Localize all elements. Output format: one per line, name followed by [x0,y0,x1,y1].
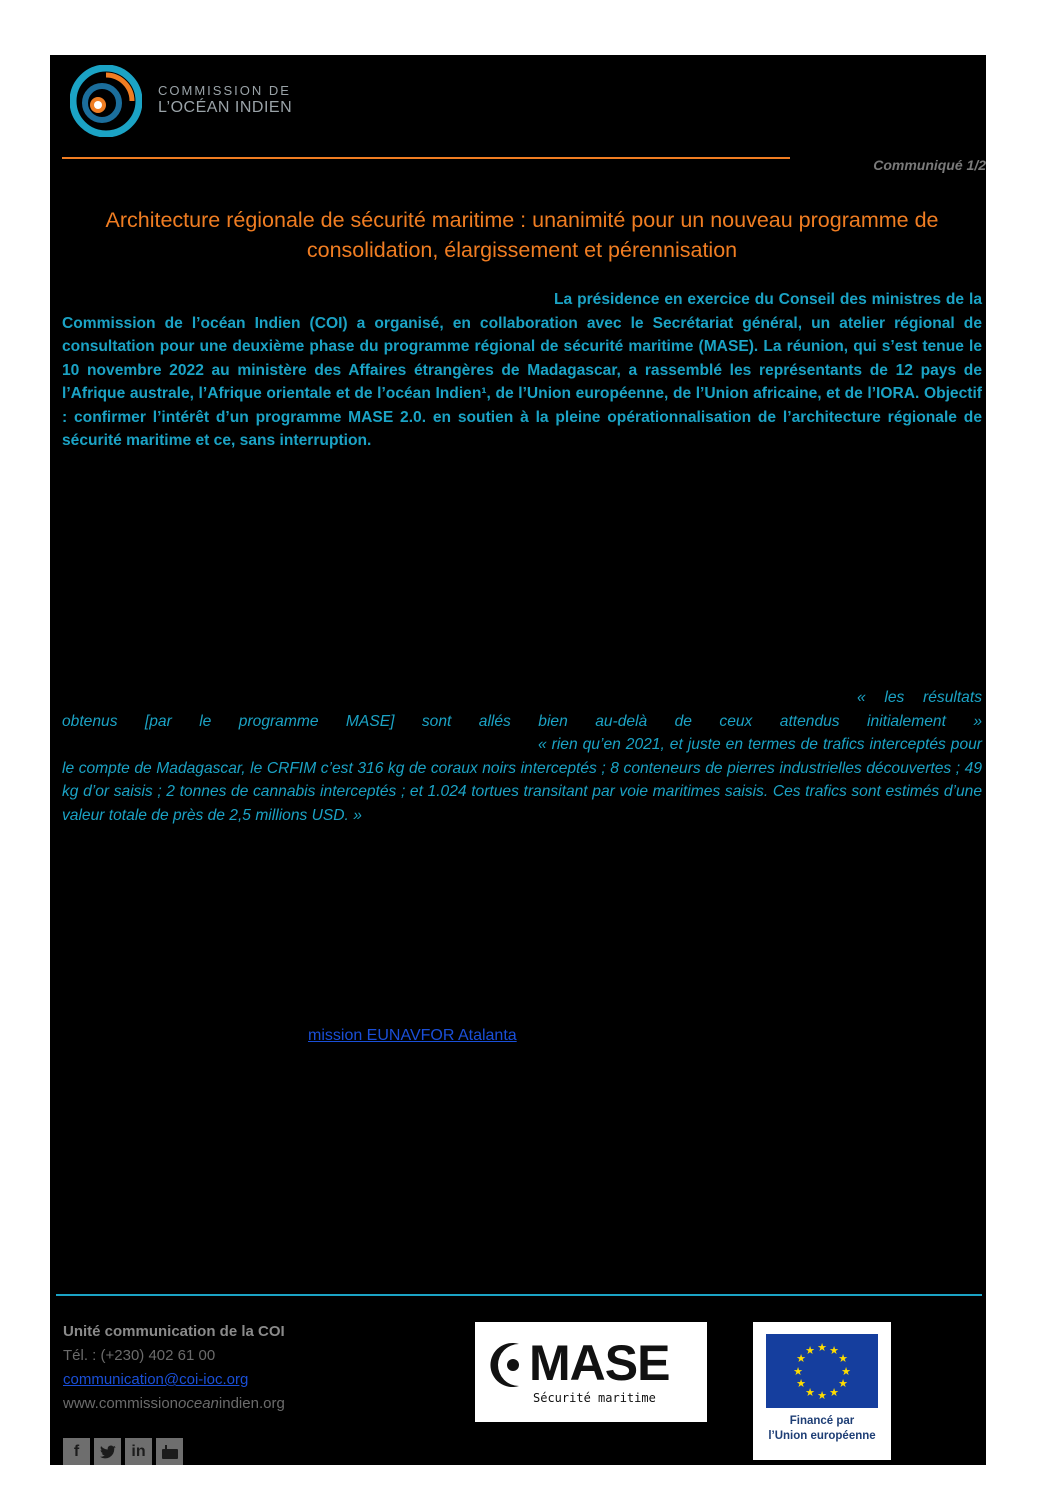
document-title: Architecture régionale de sécurité maritime : unanimité pour un nouveau programme de consolidation, élargissement et pérennisation [105,208,939,262]
mase-crescent-icon [489,1340,529,1390]
linkedin-icon[interactable]: in [125,1438,152,1465]
document-page [50,55,986,1465]
facebook-icon[interactable]: f [63,1438,90,1465]
website-part-3: indien.org [218,1395,285,1412]
svg-text:★: ★ [805,1344,815,1357]
org-name-line2: L’OCÉAN INDIEN [158,99,293,116]
quote-paragraph [62,686,982,827]
eu-flag-icon [766,1334,878,1408]
quote-trafics: « rien qu’en 2021, et juste en termes de trafics interceptés pour le compte de Madagascar, le CRFIM c’est 316 kg de coraux noirs interceptés ; 8 conteneurs de pierres industrielles découvertes ; 49 kg d’or saisis ; 2 tonnes de cannabis interceptés ; et 1.024 tortues transitant par voie maritimes saisis. Ces trafics sont estimés d’une valeur totale de près de 2,5 millions USD. » [62,736,982,824]
svg-text:★: ★ [796,1352,806,1365]
eu-caption-line2: l’Union européenne [768,1430,876,1442]
svg-text:★: ★ [829,1386,839,1399]
header-divider [62,157,790,159]
youtube-icon[interactable] [156,1438,183,1465]
org-name-line1: COMMISSION DE [158,83,291,98]
eu-funding-logo [753,1322,891,1460]
communique-page-label: Communiqué 1/2 [873,157,986,173]
lead-paragraph: La présidence en exercice du Conseil des ministres de la Commission de l’océan Indien (COI) a organisé, en collaboration avec le Secrétariat général, un atelier régional de consultation pour une deuxième phase du programme régional de sécurité maritime (MASE). La réunion, qui s’est tenue le 10 novembre 2022 au ministère des Affaires étrangères de Madagascar, a rassemblé les représentants de 12 pays de l’Afrique australe, l’Afrique orientale et de l’océan Indien¹, de l’Union européenne, de l’Union africaine, et de l’IORA. Objectif : confirmer l’intérêt d’un programme MASE 2.0. en soutien à la pleine opérationnalisation de l’architecture régionale de sécurité maritime et ce, sans interruption. [62,291,982,449]
contact-block [63,1320,285,1416]
svg-text:★: ★ [805,1386,815,1399]
eu-caption [753,1414,891,1444]
svg-text:★: ★ [793,1365,803,1378]
contact-website[interactable] [63,1392,285,1416]
eu-caption-line1: Financé par [789,1415,855,1427]
org-name [158,82,292,116]
contact-phone: Tél. : (+230) 402 61 00 [63,1347,216,1364]
contact-email-link[interactable]: communication@coi-ioc.org [63,1371,249,1388]
contact-unit: Unité communication de la COI [63,1323,285,1340]
svg-text:★: ★ [838,1377,848,1390]
mase-subtitle: Sécurité maritime [533,1391,656,1405]
svg-text:★: ★ [841,1365,851,1378]
footer-divider [56,1294,982,1296]
coi-logo-icon [70,65,142,137]
svg-text:★: ★ [829,1344,839,1357]
svg-text:★: ★ [817,1341,827,1354]
social-links [63,1438,183,1465]
quote-results: « les résultats obtenus [par le programme MASE] sont allés bien au-delà de ceux attendus initialement » [62,689,982,730]
mase-logo [475,1322,707,1422]
website-part-1: www.commission [63,1395,179,1412]
svg-text:★: ★ [838,1352,848,1365]
website-part-2: ocean [178,1395,219,1412]
svg-text:★: ★ [796,1377,806,1390]
svg-text:★: ★ [817,1389,827,1402]
eunavfor-atalanta-link[interactable]: mission EUNAVFOR Atalanta [308,1027,517,1044]
mase-wordmark: MASE [529,1335,670,1391]
twitter-icon[interactable] [94,1438,121,1465]
